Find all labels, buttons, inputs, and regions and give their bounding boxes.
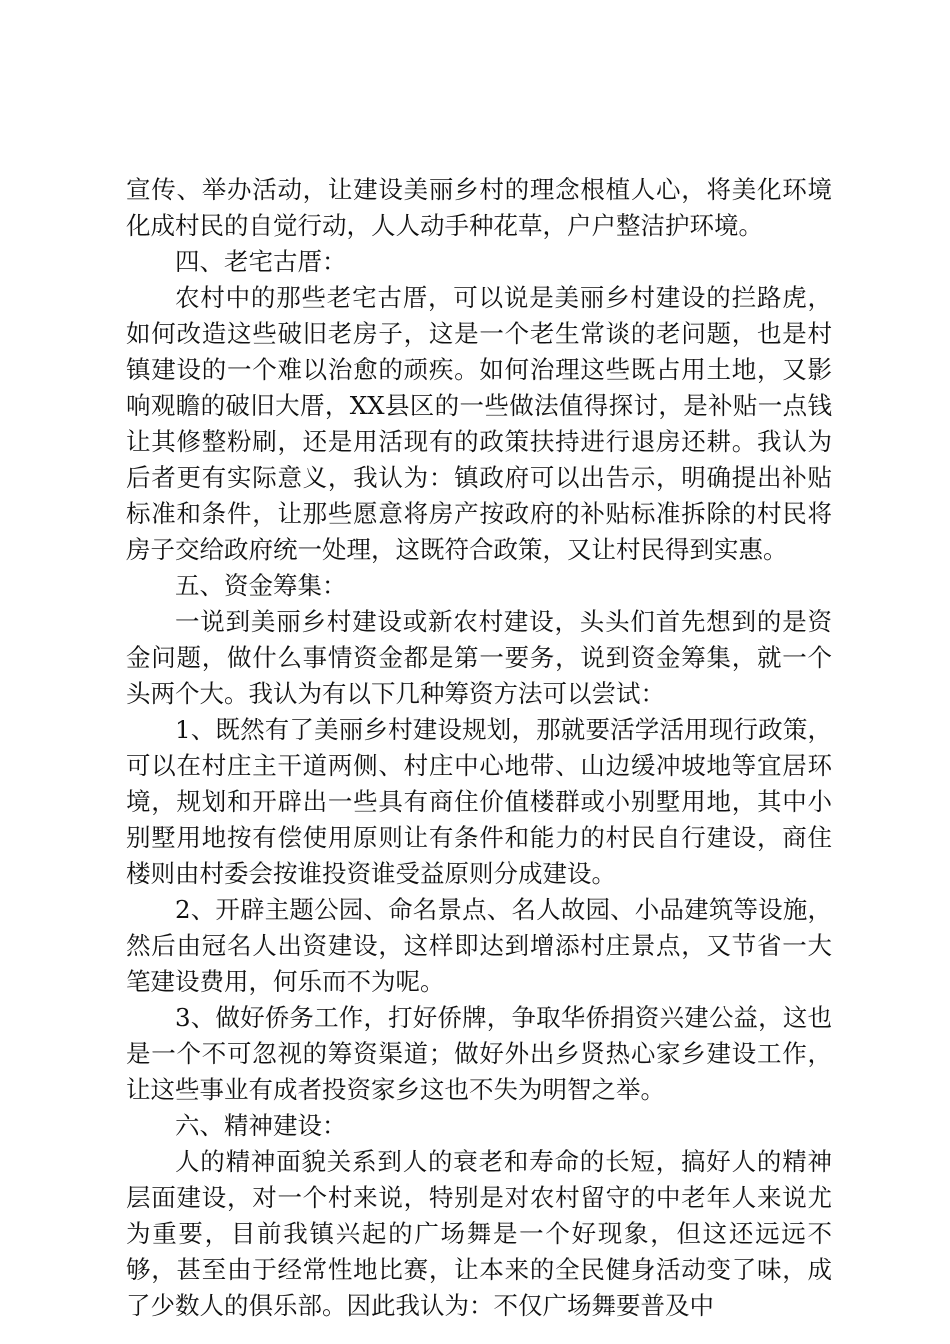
body-paragraph: 一说到美丽乡村建设或新农村建设，头头们首先想到的是资金问题，做什么事情资金都是第一要务，说到资金筹集，就一个头两个大。我认为有以下几种筹资方法可以尝试： xyxy=(126,607,832,708)
list-item: 3、做好侨务工作，打好侨牌，争取华侨捐资兴建公益，这也是一个不可忽视的筹资渠道；做好外出乡贤热心家乡建设工作，让这些事业有成者投资家乡这也不失为明智之举。 xyxy=(126,1003,832,1104)
body-paragraph: 人的精神面貌关系到人的衰老和寿命的长短，搞好人的精神层面建设，对一个村来说，特别是对农村留守的中老年人来说尤为重要，目前我镇兴起的广场舞是一个好现象，但这还远远不够，甚至由于经常性地比赛，让本来的全民健身活动变了味，成了少数人的俱乐部。因此我认为：不仅广场舞要普及中 xyxy=(126,1147,832,1320)
section-heading: 四、老宅古厝： xyxy=(175,247,347,276)
section-heading: 六、精神建设： xyxy=(175,1111,347,1140)
section-heading: 五、资金筹集： xyxy=(175,571,347,600)
body-paragraph: 宣传、举办活动，让建设美丽乡村的理念根植人心，将美化环境化成村民的自觉行动，人人动手种花草，户户整洁护环境。 xyxy=(126,175,832,240)
document-body xyxy=(126,172,832,1324)
list-item: 1、既然有了美丽乡村建设规划，那就要活学活用现行政策，可以在村庄主干道两侧、村庄中心地带、山边缓冲坡地等宜居环境，规划和开辟出一些具有商住价值楼群或小别墅用地，其中小别墅用地按有偿使用原则让有条件和能力的村民自行建设，商住楼则由村委会按谁投资谁受益原则分成建设。 xyxy=(126,715,832,888)
body-paragraph: 农村中的那些老宅古厝，可以说是美丽乡村建设的拦路虎，如何改造这些破旧老房子，这是一个老生常谈的老问题，也是村镇建设的一个难以治愈的顽疾。如何治理这些既占用土地，又影响观瞻的破旧大厝，XX县区的一些做法值得探讨，是补贴一点钱让其修整粉刷，还是用活现有的政策扶持进行退房还耕。我认为后者更有实际意义，我认为：镇政府可以出告示，明确提出补贴标准和条件，让那些愿意将房产按政府的补贴标准拆除的村民将房子交给政府统一处理，这既符合政策，又让村民得到实惠。 xyxy=(126,283,832,564)
list-item: 2、开辟主题公园、命名景点、名人故园、小品建筑等设施，然后由冠名人出资建设，这样即达到增添村庄景点，又节省一大笔建设费用，何乐而不为呢。 xyxy=(126,895,832,996)
